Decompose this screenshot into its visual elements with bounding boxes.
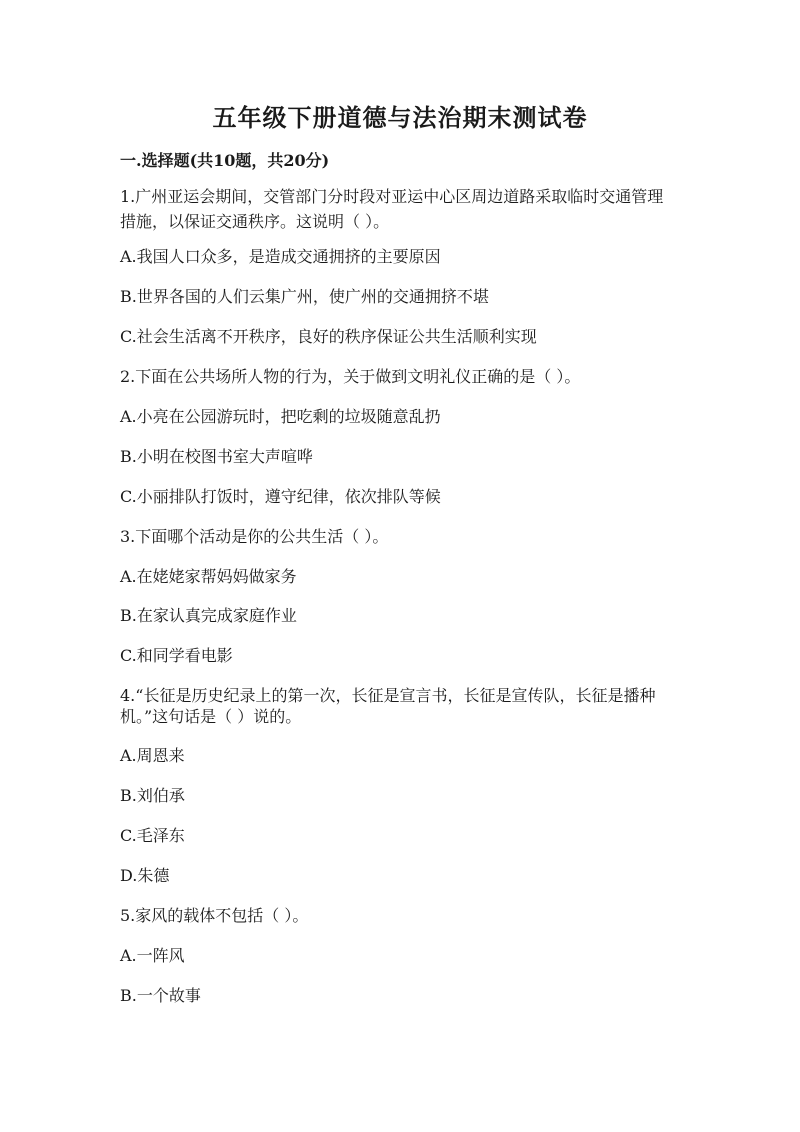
page-title: 五年级下册道德与法治期末测试卷: [212, 103, 588, 132]
question-4-stem-line-1: 4.“长征是历史纪录上的第一次，长征是宣言书，长征是宣传队，长征是播种: [120, 686, 656, 705]
question-2-option-c: C.小丽排队打饭时，遵守纪律，依次排队等候: [120, 487, 441, 506]
question-4-option-a: A.周恩来: [120, 746, 185, 765]
section-heading-choice: 一.选择题(共10题，共20分): [120, 151, 330, 170]
question-1-stem-line-1: 1.广州亚运会期间，交管部门分时段对亚运中心区周边道路采取临时交通管理: [120, 187, 664, 206]
question-1-option-c: C.社会生活离不开秩序，良好的秩序保证公共生活顺利实现: [120, 327, 537, 346]
question-4-option-b: B.刘伯承: [120, 786, 185, 805]
question-5-option-b: B.一个故事: [120, 986, 201, 1005]
question-1-option-a: A.我国人口众多，是造成交通拥挤的主要原因: [120, 247, 441, 266]
question-3-option-c: C.和同学看电影: [120, 646, 233, 665]
question-3-option-a: A.在姥姥家帮妈妈做家务: [120, 567, 297, 586]
question-5-option-a: A.一阵风: [120, 946, 185, 965]
question-3-option-b: B.在家认真完成家庭作业: [120, 606, 297, 625]
question-4-option-d: D.朱德: [120, 866, 170, 885]
question-5-stem-line-1: 5.家风的载体不包括（ ）。: [120, 906, 309, 925]
question-3-stem-line-1: 3.下面哪个活动是你的公共生活（ ）。: [120, 527, 389, 546]
question-2-option-a: A.小亮在公园游玩时，把吃剩的垃圾随意乱扔: [120, 407, 441, 426]
question-2-option-b: B.小明在校图书室大声喧哗: [120, 447, 313, 466]
question-1-option-b: B.世界各国的人们云集广州，使广州的交通拥挤不堪: [120, 287, 489, 306]
question-4-option-c: C.毛泽东: [120, 826, 185, 845]
question-1-stem-line-2: 措施，以保证交通秩序。这说明（ ）。: [120, 212, 390, 231]
question-2-stem-line-1: 2.下面在公共场所人物的行为，关于做到文明礼仪正确的是（ ）。: [120, 367, 581, 386]
question-4-stem-line-2: 机。”这句话是（ ）说的。: [120, 707, 302, 726]
